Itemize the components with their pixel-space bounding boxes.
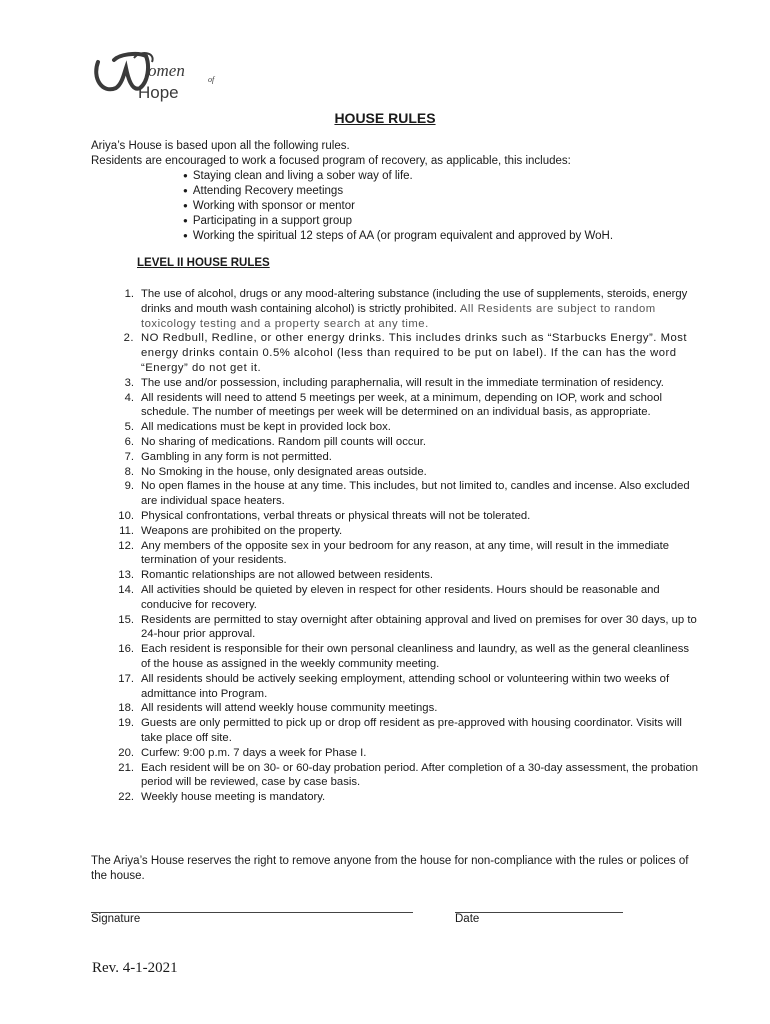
- rule-item: [108, 509, 698, 524]
- rule-text: All residents will need to attend 5 meetings per week, at a minimum, depending on IOP, work and school schedule. The number of meetings per week will be determined on an individual basis, as appropriate.: [141, 391, 662, 419]
- rule-item: [108, 331, 698, 375]
- bullet-item: ● Attending Recovery meetings: [183, 184, 613, 199]
- rule-item: [108, 642, 698, 672]
- rule-text: Romantic relationships are not allowed between residents.: [141, 569, 433, 582]
- rule-text: Curfew: 9:00 p.m. 7 days a week for Phase I.: [141, 746, 367, 759]
- revision-date: Rev. 4-1-2021: [92, 960, 178, 976]
- rule-number: 10.: [118, 509, 134, 522]
- rule-number: 12.: [118, 539, 134, 552]
- rule-number: 6.: [124, 435, 134, 448]
- rule-item: [108, 465, 698, 480]
- rule-item: [108, 420, 698, 435]
- bullet-item: ● Working the spiritual 12 steps of AA (or program equivalent and approved by WoH.: [183, 229, 613, 244]
- date-line[interactable]: [455, 898, 623, 913]
- rule-item: [108, 524, 698, 539]
- rule-text: Gambling in any form is not permitted.: [141, 450, 332, 463]
- rule-text: All residents should be actively seeking employment, attending school or volunteering within two weeks of admittance into Program.: [141, 672, 670, 700]
- rule-item: [108, 539, 698, 569]
- rule-text: NO Redbull, Redline, or other energy drinks. This includes drinks such as “Starbucks Energy”. Most energy drinks contain 0.5% alcohol (less than required to be put on label). If the can has the word “Energy” do not get it.: [141, 332, 688, 374]
- rule-item: [108, 450, 698, 465]
- rule-text: Each resident will be on 30- or 60-day probation period. After completion of a 30-day assessment, the probation period will be reviewed, case by case basis.: [141, 761, 699, 789]
- rule-text: All residents will attend weekly house community meetings.: [141, 702, 438, 715]
- rule-item: [108, 391, 698, 421]
- rule-item: [108, 701, 698, 716]
- rules-list: [108, 287, 698, 805]
- rule-number: 16.: [118, 643, 134, 656]
- rule-text-note: All Residents are subject to random toxicology testing and a property search at any time.: [141, 302, 656, 330]
- rule-text: All activities should be quieted by eleven in respect for other residents. Hours should be reasonable and conducive for recovery.: [141, 583, 660, 611]
- level-heading: LEVEL II HOUSE RULES: [137, 257, 270, 269]
- rule-item: [108, 672, 698, 702]
- footer-statement: The Ariya’s House reserves the right to remove anyone from the house for non-compliance with the rules or polices of the house.: [91, 855, 689, 882]
- rule-number: 17.: [118, 672, 134, 685]
- women-of-hope-logo: [90, 48, 240, 104]
- rule-number: 21.: [118, 761, 134, 774]
- signature-line[interactable]: [91, 898, 413, 913]
- rule-text: No open flames in the house at any time. This includes, but not limited to, candles and incense. Also excluded are individual space heaters.: [141, 480, 690, 508]
- date-label: Date: [455, 913, 480, 925]
- rule-number: 9.: [124, 480, 134, 493]
- rule-item: [108, 790, 698, 805]
- rule-text: The use of alcohol, drugs or any mood-altering substance (including the use of supplements, steroids, energy drinks and mouth wash containing alcohol) is strictly prohibited.: [141, 288, 688, 315]
- rule-number: 5.: [124, 421, 134, 434]
- rule-number: 11.: [119, 524, 134, 537]
- rule-number: 19.: [118, 717, 134, 730]
- rule-item: [108, 761, 698, 791]
- rule-number: 3.: [124, 376, 134, 389]
- rule-item: [108, 435, 698, 450]
- svg-text:omen: omen: [148, 61, 185, 80]
- page-title: HOUSE RULES: [334, 110, 436, 126]
- rule-item: [108, 479, 698, 509]
- bullet-item: ● Participating in a support group: [183, 214, 613, 229]
- rule-text: Guests are only permitted to pick up or drop off resident as pre-approved with housing coordinator. Visits will take place off site.: [141, 717, 682, 744]
- rule-text: Weekly house meeting is mandatory.: [141, 791, 326, 804]
- intro-text: [91, 139, 571, 169]
- bullet-item: ● Working with sponsor or mentor: [183, 199, 613, 214]
- rule-text: No Smoking in the house, only designated areas outside.: [141, 465, 427, 478]
- rule-number: 14.: [118, 583, 134, 596]
- rule-text: Weapons are prohibited on the property.: [141, 524, 343, 537]
- bullet-item: ● Staying clean and living a sober way of life.: [183, 169, 613, 184]
- intro-line: Residents are encouraged to work a focused program of recovery, as applicable, this includes:: [91, 155, 571, 167]
- rule-number: 13.: [118, 569, 134, 582]
- rule-text: Residents are permitted to stay overnight after obtaining approval and lived on premises for over 30 days, up to 24-hour prior approval.: [141, 613, 697, 641]
- signature-label: Signature: [91, 913, 141, 925]
- rule-text: All medications must be kept in provided lock box.: [141, 421, 391, 434]
- rule-number: 22.: [118, 791, 134, 804]
- rule-number: 8.: [124, 465, 134, 478]
- rule-number: 20.: [118, 746, 134, 759]
- rule-item: [108, 613, 698, 643]
- rule-number: 18.: [118, 702, 134, 715]
- program-bullet-list: [183, 169, 613, 244]
- rule-number: 4.: [124, 391, 134, 404]
- rule-item: [108, 716, 698, 746]
- rule-number: 7.: [124, 450, 134, 463]
- rule-text: Any members of the opposite sex in your bedroom for any reason, at any time, will result in the immediate termination of your residents.: [141, 539, 670, 567]
- rule-number: 15.: [118, 613, 134, 626]
- rule-item: [108, 583, 698, 613]
- rule-number: 2.: [123, 332, 134, 345]
- rule-text: Each resident is responsible for their own personal cleanliness and laundry, as well as the general cleanliness of the house as assigned in the weekly community meeting.: [141, 643, 689, 670]
- svg-text:Hope: Hope: [138, 83, 179, 102]
- rule-text: The use and/or possession, including paraphernalia, will result in the immediate termination of residency.: [141, 376, 664, 389]
- rule-number: 1.: [124, 288, 134, 300]
- logo-graphic: [90, 48, 240, 104]
- rule-item: [108, 746, 698, 761]
- rule-item: [108, 287, 698, 331]
- rule-item: [108, 376, 698, 391]
- rule-item: [108, 568, 698, 583]
- rule-text: No sharing of medications. Random pill counts will occur.: [141, 435, 427, 448]
- rule-text: Physical confrontations, verbal threats or physical threats will not be tolerated.: [141, 509, 531, 522]
- intro-line: Ariya’s House is based upon all the following rules.: [91, 140, 350, 152]
- svg-text:of: of: [208, 75, 215, 84]
